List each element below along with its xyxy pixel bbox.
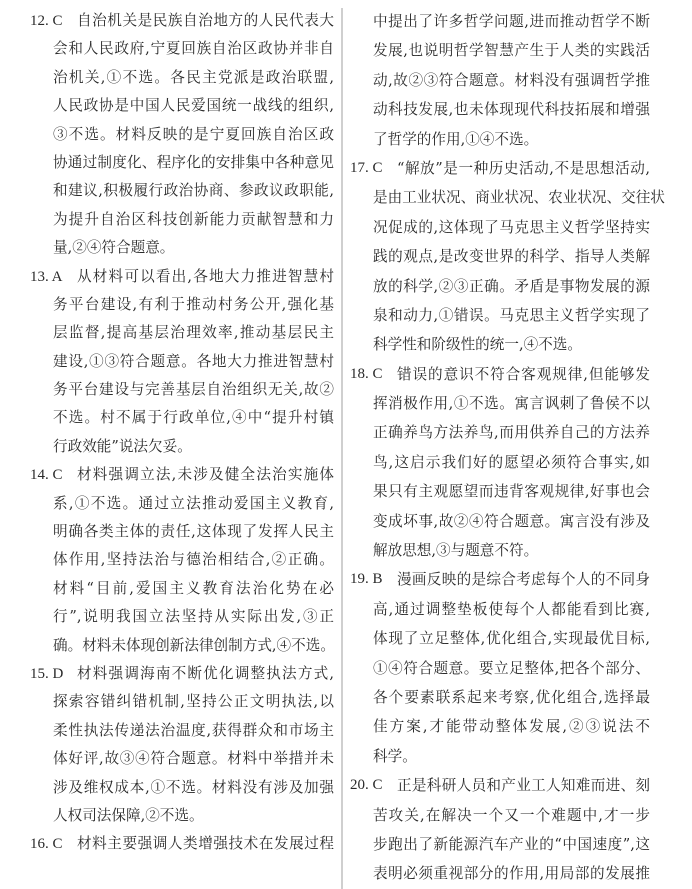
question-number: 14. C [30,467,63,484]
answer-line [53,433,334,461]
answer-text: 人民政协是中国人民爱国统一战线的组织, [53,97,334,115]
answer-text: 涉及维权成本,①不选。材料没有涉及加强 [53,778,334,796]
answer-item [346,7,692,154]
answer-line [30,830,334,858]
answer-text: 错误的意识不符合客观规律,但能够发 [397,365,650,383]
answer-line [373,830,650,859]
answer-line [53,376,334,404]
answer-line [373,389,650,418]
answer-text: 科学性和阶级性的统一,④不选。 [373,336,582,354]
answer-line [53,291,334,319]
left-column [0,7,342,859]
answer-line [53,575,334,603]
answer-text: 中提出了许多哲学问题,进而推动哲学不断 [373,13,650,30]
answer-text: 佳方案,才能带动整体发展,②③说法不 [373,718,650,736]
answer-text: 量,②④符合题意。 [53,239,175,257]
question-number: 13. A [30,268,63,285]
answer-text: 解放思想,③与题意不符。 [373,542,539,560]
answer-line [53,688,334,716]
answer-line [53,121,334,149]
answer-line [373,301,650,330]
answer-text: 了哲学的作用,①④不选。 [373,130,539,148]
answer-text: 苦攻关,在解决一个又一个难题中,才一步 [373,806,650,824]
answer-text: 正是科研人员和产业工人知难而进、刻 [397,777,650,795]
answer-text: ①④符合题意。要立足整体,把各个部分、 [373,659,650,677]
answer-text: 科学。 [373,747,417,765]
answer-text: 自治机关是民族自治地方的人民代表大 [77,12,334,29]
answer-text: 为提升自治区科技创新能力贡献智慧和力 [53,210,334,228]
answer-text: “解放”是一种历史活动,不是思想活动, [397,159,650,177]
answer-text: 材料强调立法,未涉及健全法治实施体 [77,466,334,484]
answer-text: 材料“目前,爱国主义教育法治化势在必 [53,579,334,597]
answer-text: 动科技发展,也未体现现代科技拓展和增强 [373,101,650,119]
answer-text: 各个要素联系起来考察,优化组合,选择最 [373,688,650,706]
answer-text: 探索容错纠错机制,坚持公正文明执法,以 [53,693,334,711]
answer-line [53,774,334,802]
answer-line [373,859,650,888]
answer-line [350,565,650,594]
answer-text: 和建议,积极履行政治协商、参政议政职能, [53,182,334,200]
answer-text: 体作用,坚持法治与德治相结合,②正确。 [53,551,334,569]
answer-text: 表明必须重视部分的作用,用局部的发展推 [373,865,650,883]
answer-text: 材料强调海南不断优化调整执法方式, [77,664,334,682]
right-column [346,7,692,889]
answer-line [373,507,650,536]
answer-line [373,213,650,242]
answer-text: 变成坏事,故②④符合题意。寓言没有涉及 [373,512,650,530]
answer-item [0,461,342,660]
answer-text: 动,故②③符合题意。材料没有强调哲学推 [373,71,650,89]
answer-line [53,35,334,63]
answer-line [53,490,334,518]
answer-line [350,360,650,389]
answer-line [53,92,334,120]
answer-text: 践的观点,是改变世界的科学、指导人类解 [373,248,650,266]
answer-line [53,348,334,376]
answer-text: 建设,①③符合题意。各地大力推进智慧村 [53,352,334,370]
answer-line [53,802,334,830]
answer-line [53,632,334,660]
answer-line [350,154,650,183]
answer-line [53,234,334,262]
question-number: 16. C [30,836,63,853]
question-number: 17. C [350,159,383,176]
answer-item [346,154,692,360]
answer-item [346,360,692,566]
answer-line [53,518,334,546]
answer-line [373,595,650,624]
answer-text: 漫画反映的是综合考虑每个人的不同身 [397,571,650,589]
answer-line [373,66,650,95]
answer-line [373,95,650,124]
answer-text: 果只有主观愿望而违背客观规律,好事也会 [373,483,650,501]
answer-line [53,319,334,347]
answer-text: 材料主要强调人类增强技术在发展过程 [77,835,334,853]
answer-line [53,64,334,92]
answer-line [53,745,334,773]
answer-text: 放的科学,②③正确。矛盾是事物发展的源 [373,277,650,295]
question-number: 20. C [350,777,383,794]
answer-text: 协通过制度化、程序化的安排集中各种意见 [53,153,334,171]
answer-text: 况促成的,这体现了马克思主义哲学坚持实 [373,218,650,236]
answer-text: ③不选。材料反映的是宁夏回族自治区政 [53,125,334,143]
answer-text: 高,通过调整垫板使每个人都能看到比赛, [373,600,650,618]
answer-text: 行政效能”说法欠妥。 [53,437,192,455]
answer-line [373,477,650,506]
answer-text: 务平台建设,有利于推动村务公开,强化基 [53,295,334,313]
answer-item [0,263,342,462]
answer-text: 层监督,提高基层治理效率,推动基层民主 [53,324,334,342]
answer-text: 务平台建设与完善基层自治组织无关,故② [53,381,334,399]
answer-line [53,149,334,177]
answer-line [373,742,650,771]
answer-text: 步跑出了新能源汽车产业的“中国速度”,这 [373,835,650,853]
answer-line [373,654,650,683]
answer-text: 明确各类主体的责任,这体现了发挥人民主 [53,523,334,541]
answer-item [0,830,342,858]
answer-text: 确。材料未体现创新法律创制方式,④不选。 [53,636,335,654]
answer-text: 发展,也说明哲学智慧产生于人类的实践活 [373,42,650,60]
answer-text: 不选。村不属于行政单位,④中“提升村镇 [53,409,334,427]
answer-line [373,330,650,359]
answer-line [350,771,650,800]
answer-line [30,660,334,688]
answer-line [373,683,650,712]
answer-line [373,801,650,830]
answer-text: 泉和动力,①错误。马克思主义哲学实现了 [373,306,650,324]
answer-line [373,183,665,212]
answer-text: 行”,说明我国立法坚持从实际出发,③正 [53,608,334,626]
answer-text: 正确养鸟方法养鸟,而用供养自己的方法养 [373,424,650,442]
answer-item [0,660,342,830]
answer-item [346,771,692,889]
answer-line [30,461,334,489]
answer-text: 鸟,这启示我们好的愿望必须符合事实,如 [373,453,650,471]
answer-text: 人权司法保障,②不选。 [53,806,204,824]
answer-line [30,7,334,35]
answer-line [373,712,650,741]
answer-line [373,536,650,565]
answer-line [30,263,334,291]
answer-text: 体好评,故③④符合题意。材料中举措并未 [53,750,334,768]
answer-text: 从材料可以看出,各地大力推进智慧村 [77,267,334,285]
answer-line [53,717,334,745]
answer-text: 体现了立足整体,优化组合,实现最优目标, [373,630,650,648]
question-number: 18. C [350,365,383,382]
answer-item [346,565,692,771]
answer-line [373,418,650,447]
answer-line [373,272,650,301]
answer-line [373,125,650,154]
answer-line [53,546,334,574]
answer-text: 是由工业状况、商业状况、农业状况、交往状 [373,189,665,207]
column-divider [341,8,343,889]
answer-text: 挥消极作用,①不选。寓言讽刺了鲁侯不以 [373,395,650,413]
answer-text: 治机关,①不选。各民主党派是政治联盟, [53,68,334,86]
answer-line [373,7,650,36]
answer-line [373,624,650,653]
answer-line [373,242,650,271]
answer-line [373,36,650,65]
question-number: 12. C [30,13,63,29]
question-number: 15. D [30,665,64,682]
question-number: 19. B [350,571,383,588]
answer-text: 会和人民政府,宁夏回族自治区政协并非自 [53,40,334,58]
answer-line [53,603,334,631]
answer-line [53,404,334,432]
answer-text: 系,①不选。通过立法推动爱国主义教育, [53,494,334,512]
answer-line [53,206,334,234]
answer-line [53,177,334,205]
answer-item [0,7,342,263]
answer-text: 柔性执法传递法治温度,获得群众和市场主 [53,721,334,739]
answer-line [373,448,650,477]
